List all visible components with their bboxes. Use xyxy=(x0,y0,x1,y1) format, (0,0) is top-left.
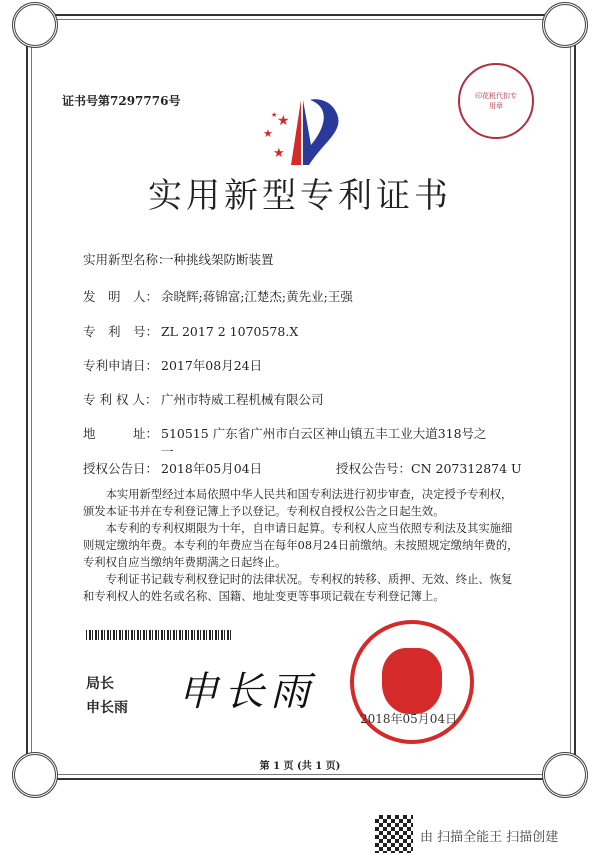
paragraph: 本专利的专利权期限为十年，自申请日起算。专利权人应当依照专利法及其实施细则规定缴纳年费。本专利的年费应当在每年08月24日前缴纳。未按照规定缴纳年费的，专利权自应当缴纳年费期满之日起终止。 xyxy=(83,522,519,569)
svg-text:★: ★ xyxy=(273,146,285,161)
field-label: 专 利 号： xyxy=(83,324,159,339)
svg-text:★: ★ xyxy=(271,111,278,119)
field-label: 专利申请日： xyxy=(83,358,159,373)
barcode xyxy=(86,630,232,640)
field-patentee xyxy=(83,390,324,408)
signature: 申长雨 xyxy=(178,669,316,715)
certificate-number: 证书号第7297776号 xyxy=(62,94,181,108)
paragraph: 本实用新型经过本局依照中华人民共和国专利法进行初步审查，决定授予专利权，颁发本证书并在专利登记簿上予以登记。专利权自授权公告之日起生效。 xyxy=(83,488,513,518)
field-application-date xyxy=(83,356,262,374)
signatory-title: 局长 xyxy=(86,676,114,692)
field-label: 发 明 人： xyxy=(83,289,159,304)
ornament-corner-icon xyxy=(542,2,588,48)
field-label: 地 址： xyxy=(83,426,159,441)
field-patent-number xyxy=(83,322,298,340)
field-utility-name xyxy=(83,250,274,268)
field-value: 2018年05月04日 xyxy=(161,461,263,476)
field-label: 授权公告日： xyxy=(83,461,159,476)
svg-text:★: ★ xyxy=(277,113,290,129)
field-value: 余晓辉;蒋锦富;江楚杰;黄先业;王强 xyxy=(161,289,353,304)
seal-date: 2018年05月04日 xyxy=(360,712,458,726)
ornament-corner-icon xyxy=(12,2,58,48)
cnipa-logo-icon xyxy=(255,95,345,165)
page-number: 第 1 页 (共 1 页) xyxy=(259,761,341,772)
field-label: 实用新型名称： xyxy=(83,252,171,267)
signatory-name: 申长雨 xyxy=(86,700,128,716)
svg-text:★: ★ xyxy=(263,127,273,140)
stamp-seal xyxy=(458,63,534,139)
field-value: CN 207312874 U xyxy=(411,461,522,476)
field-value: 2017年08月24日 xyxy=(161,358,263,373)
scanner-watermark: 由 扫描全能王 扫描创建 xyxy=(420,830,559,845)
field-value-continued: 一 xyxy=(161,444,174,459)
qr-code-icon xyxy=(375,815,413,853)
page-title: 实用新型专利证书 xyxy=(148,176,452,216)
stamp-text: 印花税代扣专用章 xyxy=(475,92,517,110)
field-value: 广州市特威工程机械有限公司 xyxy=(161,392,324,407)
certificate-body xyxy=(83,486,523,605)
field-value: ZL 2017 2 1070578.X xyxy=(161,324,299,339)
field-value: 510515 广东省广州市白云区神山镇五丰工业大道318号之 xyxy=(161,426,487,441)
field-label: 授权公告号： xyxy=(336,461,412,476)
paragraph: 专利证书记载专利权登记时的法律状况。专利权的转移、质押、无效、终止、恢复和专利权人的姓名或名称、国籍、地址变更等事项记载在专利登记簿上。 xyxy=(83,573,513,603)
field-label: 专 利 权 人： xyxy=(83,392,158,407)
national-emblem-icon xyxy=(382,648,442,714)
field-address xyxy=(83,424,487,460)
field-value: 一种挑线架防断装置 xyxy=(161,252,274,267)
field-grant-date xyxy=(83,459,262,477)
field-announcement-number xyxy=(336,459,522,477)
field-inventors xyxy=(83,287,353,305)
